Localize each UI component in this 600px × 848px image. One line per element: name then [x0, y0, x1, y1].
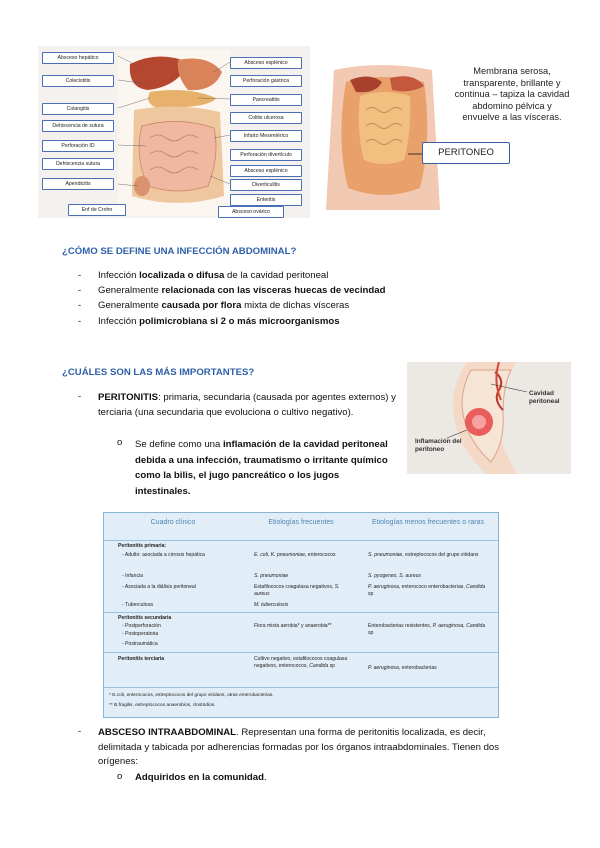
table-cell-frecuentes: [254, 552, 366, 559]
abdominal-organs-figure: [38, 46, 310, 218]
cell-text: Estafilococos coagulasa negativos,: [254, 584, 335, 590]
peritonitis-title: PERITONITIS: [98, 392, 159, 403]
table-cell-raras: [368, 552, 490, 559]
table-cell-clinico: - Postraumática: [122, 641, 158, 647]
table-footnote: ** B.fragilis, estreptococos anaerobios, clostridios.: [109, 703, 216, 708]
table-cell-clinico: - Infancia: [122, 573, 143, 579]
table-divider: [104, 540, 498, 541]
organ-label: Pancreatitis: [230, 94, 302, 106]
organ-label: Absceso esplénico: [230, 165, 302, 177]
cell-italic: Candida: [466, 623, 486, 629]
table-cell-clinico: - Postoperatoria: [122, 631, 159, 637]
table-row-secundaria-title: Peritonitis secundaria: [118, 615, 172, 621]
cell-text: , enterococo enterobacterias,: [398, 584, 467, 590]
definition-text: Se define como una: [135, 439, 224, 450]
table-cell-clinico: - Adulto: asociada a cirrosis hepática: [122, 552, 205, 558]
section-heading-definition: ¿CÓMO SE DEFINE UNA INFECCIÓN ABDOMINAL?: [62, 246, 297, 257]
cell-italic: E. coli, K. pneumoniae: [254, 552, 305, 558]
organ-label: Enf de Crohn: [68, 204, 126, 216]
cell-italic: P. aeruginosa: [368, 665, 399, 671]
organ-label: Absceso esplénico: [230, 57, 302, 69]
organ-label: Colecistitis: [42, 75, 114, 87]
cell-italic: Candida: [466, 584, 486, 590]
list-item: [78, 314, 385, 329]
item-text: Generalmente: [98, 285, 162, 297]
origen-bold-text: Adquiridos en la comunidad: [135, 772, 264, 783]
absceso-paragraph: [98, 726, 528, 770]
item-bold-text: localizada o difusa: [139, 270, 225, 281]
organ-label: Perforación divertículo: [230, 149, 302, 161]
label-cavidad: Cavidad peritoneal: [529, 390, 560, 405]
table-footnote: * E.coli, enterococos, estreptococos del grupo viridans, otras enterobacterias.: [109, 693, 274, 698]
torso-drawing: [320, 60, 450, 210]
organ-label: Colitis ulcerosa: [230, 112, 302, 124]
organ-label: Diverticulitis: [230, 179, 302, 191]
list-item: [78, 283, 385, 298]
table-cell-clinico: - Tuberculosa: [122, 602, 153, 608]
table-cell-clinico: - Asociada a la diálisis peritoneal: [122, 584, 196, 590]
dash-marker: -: [78, 391, 82, 402]
table-divider: [104, 687, 498, 688]
item-text: Infección: [98, 270, 140, 281]
item-text: Infección: [98, 315, 140, 327]
table-cell-raras: [368, 665, 490, 672]
peritonitis-definition: [135, 437, 397, 499]
item-text: de la cavidad peritoneal: [224, 270, 329, 281]
section-heading-important: ¿CUÁLES SON LAS MÁS IMPORTANTES?: [62, 367, 255, 378]
cell-text: sp: [368, 590, 374, 597]
cell-italic: S. pneumoniae: [254, 573, 289, 579]
organ-label: Colangitis: [42, 103, 114, 115]
definition-list: [78, 268, 385, 329]
origen-text: .: [264, 772, 267, 783]
table-row-primaria-title: Peritonitis primaria:: [118, 543, 167, 549]
organ-label: Dehiscencia sutura: [42, 158, 114, 170]
organ-label: Dehiscencia de sutura: [42, 120, 114, 132]
item-bold-text: relacionada con las vísceras huecas de vecindad: [161, 285, 386, 297]
cell-text: , enterococos: [304, 552, 336, 558]
organ-label: Perforación gástrica: [230, 75, 302, 87]
peritonitis-text: : primaria, secundaria (causada por agentes externos) y terciaria (una secundaria que evoluciona o cultivo negativo).: [98, 392, 396, 418]
table-cell-frecuentes: [254, 584, 356, 597]
cell-italic: P. aeruginosa: [368, 584, 399, 590]
organ-label: Enteritis: [230, 194, 302, 206]
bullet-o-marker: o: [117, 771, 123, 782]
table-header-cuadro: Cuadro clínico: [150, 519, 196, 526]
dash-marker: -: [78, 726, 82, 737]
table-cell-frecuentes: [254, 573, 366, 580]
cell-text: , enterobacterias: [398, 665, 437, 671]
cell-italic: S. pneumoniae: [368, 552, 403, 558]
cell-italic: M. tuberculosis: [254, 602, 289, 608]
table-cell-raras: [368, 623, 490, 636]
peritoneum-figure: [320, 60, 570, 210]
origen-item: [135, 771, 267, 786]
cell-text: , estreptococos del grupo viridans: [402, 552, 479, 558]
peritoneal-cavity-figure: [407, 362, 571, 474]
list-item: [78, 298, 385, 313]
absceso-title: ABSCESO INTRAABDOMINAL: [98, 727, 237, 738]
item-bold-text: causada por flora: [161, 300, 242, 312]
cell-italic: S. pyogenes, S. aureus: [368, 573, 421, 579]
label-inflamacion: Inflamación del peritoneo: [415, 438, 462, 453]
peritoneum-label: PERITONEO: [422, 142, 510, 164]
table-cell-frecuentes: [254, 656, 354, 669]
cell-italic: Candida: [309, 662, 329, 669]
item-text: Generalmente: [98, 300, 162, 312]
cell-italic: P. aeruginosa,: [432, 623, 465, 629]
absceso-text: . Representan una forma de peritonitis localizada, es decir, delimitada y tabicada por adherencias formadas por los órganos intraabdominales. Tienen dos orígenes:: [98, 727, 500, 768]
cavity-drawing: [407, 362, 571, 474]
table-divider: [104, 652, 498, 653]
peritoneum-description: Membrana serosa, transparente, brillante y continua – tapiza la cavidad abdomino pélvica y envuelve a las vísceras.: [454, 66, 570, 122]
cell-italic: S. aureus: [254, 584, 340, 597]
definition-bold-text: inflamación de la cavidad peritoneal debida a una infección, traumatismo o irritante químico como la bilis, el jugo pancreático o los jugos intestinales.: [135, 439, 388, 497]
peritonitis-paragraph: [98, 391, 398, 420]
list-item: [78, 268, 385, 283]
table-cell-raras: [368, 584, 488, 597]
organ-label: Perforación ID: [42, 140, 114, 152]
organ-label: Absceso hepático: [42, 52, 114, 64]
item-bold-text: polimicrobiana si 2 o más microorganismos: [139, 315, 340, 327]
cell-text: sp: [368, 629, 374, 636]
table-header-frecuentes: Etiologías frecuentes: [268, 519, 334, 526]
table-cell-raras: [368, 573, 490, 580]
cell-text: sp: [328, 662, 335, 669]
peritonitis-etiology-table: [103, 512, 499, 718]
organ-label: Infarto Mesentérico: [230, 130, 302, 142]
organ-label: Absceso ovárico: [218, 206, 284, 218]
table-cell-frecuentes: [254, 602, 366, 609]
table-row-terciaria-title: Peritonitis terciaria: [118, 656, 165, 662]
bullet-o-marker: o: [117, 437, 123, 448]
item-text: mixta de dichas vísceras: [241, 300, 350, 312]
table-divider: [104, 612, 498, 613]
table-header-raras: Etiologías menos frecuentes o raras: [371, 519, 485, 526]
table-cell-clinico: - Postperforación: [122, 623, 161, 629]
organ-label: Apendicitis: [42, 178, 114, 190]
cell-text: Enterobacterias resistentes,: [368, 623, 433, 629]
table-cell-frecuentes: Flora mixta aerobia* y anaerobia**: [254, 623, 332, 629]
cell-text: Cultivo negativo, estafilococos coagulasa negativos, enterococos,: [254, 656, 348, 669]
